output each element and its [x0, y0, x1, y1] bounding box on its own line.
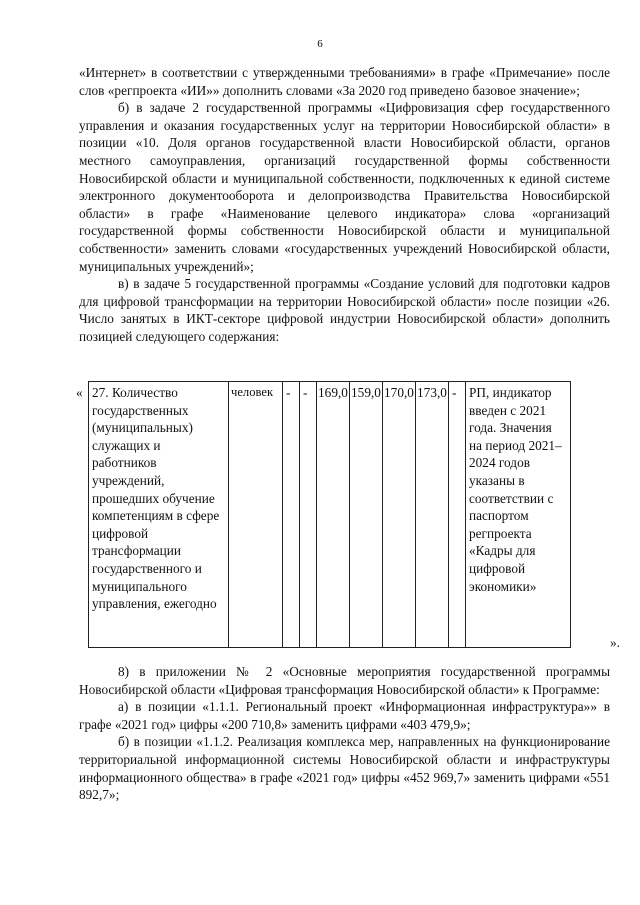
paragraph-item-b2: б) в позиции «1.1.2. Реализация комплекса мер, направленных на функционирование территориальной информационной системы Новосибирской области и инфраструктуры информационного общества» в графе «2021 год» цифры «452 969,7» заменить цифрами «551 892,7»;	[79, 734, 610, 803]
cell-value-2: 159,0	[350, 382, 383, 648]
text-block-bottom	[79, 663, 610, 804]
cell-unit: человек	[229, 382, 283, 648]
text-block-top	[79, 64, 610, 346]
paragraph-continuation: «Интернет» в соответствии с утвержденными требованиями» в графе «Примечание» после слов «регпроекта «ИИ»» дополнить словами «За 2020 год приведено базовое значение»;	[79, 65, 610, 98]
indicator-table-wrapper	[76, 381, 631, 651]
indicator-table	[88, 381, 571, 648]
cell-value-4: 173,0	[416, 382, 449, 648]
cell-indicator-name: 27. Количество государственных (муниципальных) служащих и работников учреждений, прошедших обучение компетенциям в сфере цифровой трансформации государственного и муниципального управления, ежегодно	[89, 382, 229, 648]
cell-dash-3: -	[449, 382, 466, 648]
cell-value-3: 170,0	[383, 382, 416, 648]
cell-dash-1: -	[283, 382, 300, 648]
cell-value-1: 169,0	[317, 382, 350, 648]
cell-note: РП, индикатор введен с 2021 года. Значения на период 2021–2024 годов указаны в соответствии с паспортом регпроекта «Кадры для цифровой экономики»	[466, 382, 571, 648]
page-number: 6	[317, 38, 323, 50]
paragraph-item-8: 8) в приложении № 2 «Основные мероприятия государственной программы Новосибирской области «Цифровая трансформация Новосибирской области» к Программе:	[79, 664, 610, 697]
paragraph-item-v: в) в задаче 5 государственной программы «Создание условий для подготовки кадров для цифровой трансформации на территории Новосибирской области» после позиции «26. Число занятых в ИКТ-секторе цифровой индустрии Новосибирской области» дополнить позицией следующего содержания:	[79, 276, 610, 344]
cell-dash-2: -	[300, 382, 317, 648]
paragraph-item-b: б) в задаче 2 государственной программы «Цифровизация сфер государственного управления и оказания государственных услуг на территории Новосибирской области» в позиции «10. Доля органов государственной власти Новосибирской области, органов местного самоуправления, организаций государственной формы собственности Новосибирской области и муниципальной собственности, подключенных к единой системе электронного документооборота и делопроизводства Правительства Новосибирской области» в графе «Наименование целевого индикатора» слова «организаций государственной формы собственности Новосибирской области и муниципальной собственности» заменить словами «государственных учреждений Новосибирской области, муниципальных учреждений»;	[79, 100, 610, 274]
table-row	[89, 382, 571, 648]
table-open-quote: «	[76, 385, 83, 400]
table-close-quote: ».	[610, 635, 620, 650]
paragraph-item-a: а) в позиции «1.1.1. Региональный проект «Информационная инфраструктура»» в графе «2021 год» цифры «200 710,8» заменить цифрами «403 479,9»;	[79, 699, 610, 732]
